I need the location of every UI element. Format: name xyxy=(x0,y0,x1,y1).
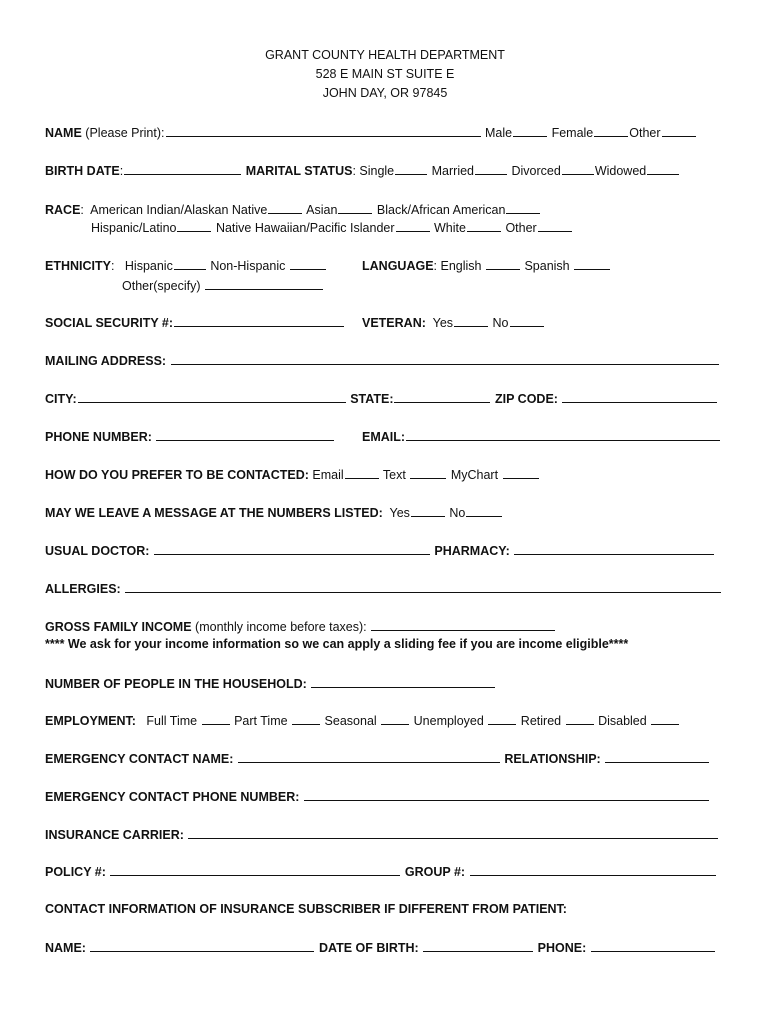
veteran-no: No xyxy=(492,316,509,330)
insurance-label: INSURANCE CARRIER: xyxy=(45,828,184,842)
ssn-label: SOCIAL SECURITY #: xyxy=(45,316,174,330)
mailing-address-field[interactable] xyxy=(171,351,719,365)
divorced-field[interactable] xyxy=(562,161,594,175)
policy-field[interactable] xyxy=(110,862,400,876)
race-row-2 xyxy=(91,218,573,236)
phone-label: PHONE NUMBER: xyxy=(45,430,152,444)
doctor-label: USUAL DOCTOR: xyxy=(45,544,150,558)
employment-unemployed: Unemployed xyxy=(413,714,484,728)
race-opt-native: American Indian/Alaskan Native xyxy=(90,203,268,217)
veteran-yes: Yes xyxy=(432,316,454,330)
contact-text-field[interactable] xyxy=(410,465,446,479)
subscriber-phone-label: PHONE: xyxy=(537,941,587,955)
message-row xyxy=(45,503,503,521)
widowed-field[interactable] xyxy=(647,161,679,175)
subscriber-heading: CONTACT INFORMATION OF INSURANCE SUBSCRIBER IF DIFFERENT FROM PATIENT: xyxy=(45,902,567,916)
policy-label: POLICY #: xyxy=(45,865,106,879)
org-name: GRANT COUNTY HEALTH DEPARTMENT xyxy=(265,48,505,62)
phone-row xyxy=(45,427,335,445)
race-opt-hawaiian: Native Hawaiian/Pacific Islander xyxy=(215,221,395,235)
ethnicity-other-row xyxy=(122,276,324,295)
household-field[interactable] xyxy=(311,674,495,688)
employment-row xyxy=(45,711,680,729)
single-label: Single xyxy=(359,164,395,178)
ethnicity-other-field[interactable] xyxy=(205,276,323,290)
subscriber-row xyxy=(45,938,716,956)
city-row xyxy=(45,389,718,407)
ssn-field[interactable] xyxy=(174,313,344,327)
employment-fulltime: Full Time xyxy=(146,714,198,728)
married-label: Married xyxy=(431,164,474,178)
income-note: (monthly income before taxes): xyxy=(195,620,367,634)
birth-date-field[interactable] xyxy=(124,161,241,175)
income-disclaimer: **** We ask for your income information so we can apply a sliding fee if you are income eligible**** xyxy=(45,637,629,651)
insurance-field[interactable] xyxy=(188,825,718,839)
income-field[interactable] xyxy=(371,617,555,631)
zip-field[interactable] xyxy=(562,389,717,403)
race-asian-field[interactable] xyxy=(338,200,372,214)
org-city: JOHN DAY, OR 97845 xyxy=(322,86,448,100)
subscriber-name-field[interactable] xyxy=(90,938,314,952)
birth-date-label: BIRTH DATE xyxy=(45,164,120,178)
employment-retired-field[interactable] xyxy=(566,711,594,725)
language-english: English xyxy=(440,259,482,273)
employment-seasonal: Seasonal xyxy=(324,714,377,728)
zip-label: ZIP CODE: xyxy=(494,392,558,406)
state-label: STATE: xyxy=(350,392,394,406)
household-row xyxy=(45,674,496,692)
other-label: Other xyxy=(629,126,661,140)
org-street: 528 E MAIN ST SUITE E xyxy=(315,67,455,81)
group-field[interactable] xyxy=(470,862,716,876)
employment-retired: Retired xyxy=(520,714,562,728)
language-spanish: Spanish xyxy=(524,259,570,273)
male-field[interactable] xyxy=(513,123,547,137)
name-note: (Please Print): xyxy=(85,126,165,140)
group-label: GROUP #: xyxy=(404,865,466,879)
race-white-field[interactable] xyxy=(467,218,501,232)
mailing-address-label: MAILING ADDRESS: xyxy=(45,354,167,368)
allergies-row xyxy=(45,579,722,597)
employment-seasonal-field[interactable] xyxy=(381,711,409,725)
message-label: MAY WE LEAVE A MESSAGE AT THE NUMBERS LISTED: xyxy=(45,506,383,520)
emergency-phone-field[interactable] xyxy=(304,787,709,801)
marital-status-label: MARITAL STATUS xyxy=(245,164,353,178)
email-row xyxy=(362,427,721,446)
widowed-label: Widowed xyxy=(594,164,647,178)
ethnicity-non-hispanic: Non-Hispanic xyxy=(210,259,286,273)
email-label: EMAIL: xyxy=(362,430,406,444)
contact-email-field[interactable] xyxy=(345,465,379,479)
city-label: CITY: xyxy=(45,392,77,406)
race-opt-white: White xyxy=(434,221,466,235)
pharmacy-label: PHARMACY: xyxy=(434,544,510,558)
ethnicity-label: ETHNICITY xyxy=(45,259,111,273)
ethnicity-row: ETHNICITY: Hispanic Non-Hispanic xyxy=(45,256,327,274)
race-opt-hispanic: Hispanic/Latino xyxy=(91,221,177,235)
emergency-name-field[interactable] xyxy=(238,749,500,763)
city-field[interactable] xyxy=(78,389,346,403)
male-label: Male xyxy=(484,126,513,140)
emergency-name-label: EMERGENCY CONTACT NAME: xyxy=(45,752,234,766)
veteran-yes-field[interactable] xyxy=(454,313,488,327)
contact-pref-row xyxy=(45,465,540,483)
state-field[interactable] xyxy=(394,389,490,403)
race-opt-asian: Asian xyxy=(306,203,338,217)
married-field[interactable] xyxy=(475,161,507,175)
race-other-field[interactable] xyxy=(538,218,572,232)
race-opt-black: Black/African American xyxy=(376,203,506,217)
employment-unemployed-field[interactable] xyxy=(488,711,516,725)
single-field[interactable] xyxy=(395,161,427,175)
race-hawaiian-field[interactable] xyxy=(396,218,430,232)
ethnicity-hispanic-field[interactable] xyxy=(174,256,206,270)
subscriber-phone-field[interactable] xyxy=(591,938,715,952)
allergies-field[interactable] xyxy=(125,579,721,593)
insurance-row xyxy=(45,825,719,843)
name-field[interactable] xyxy=(166,123,481,137)
allergies-label: ALLERGIES: xyxy=(45,582,121,596)
relationship-field[interactable] xyxy=(605,749,709,763)
language-english-field[interactable] xyxy=(486,256,520,270)
email-field[interactable] xyxy=(406,427,720,441)
mailing-row xyxy=(45,351,720,369)
emergency-phone-row xyxy=(45,787,710,805)
message-no: No xyxy=(449,506,466,520)
doctor-row xyxy=(45,541,715,559)
race-native-field[interactable] xyxy=(268,200,302,214)
race-row-1: RACE: American Indian/Alaskan Native Asian Black/African American xyxy=(45,200,541,218)
race-black-field[interactable] xyxy=(506,200,540,214)
policy-row xyxy=(45,862,717,880)
contact-text: Text xyxy=(382,468,406,482)
contact-mychart: MyChart xyxy=(450,468,499,482)
language-label: LANGUAGE xyxy=(362,259,434,273)
divorced-label: Divorced xyxy=(511,164,561,178)
employment-disabled-field[interactable] xyxy=(651,711,679,725)
employment-disabled: Disabled xyxy=(598,714,647,728)
phone-field[interactable] xyxy=(156,427,334,441)
race-hispanic-field[interactable] xyxy=(177,218,211,232)
subscriber-dob-label: DATE OF BIRTH: xyxy=(318,941,419,955)
female-label: Female xyxy=(551,126,594,140)
pharmacy-field[interactable] xyxy=(514,541,714,555)
subscriber-name-label: NAME: xyxy=(45,941,86,955)
veteran-row xyxy=(362,313,545,332)
doctor-field[interactable] xyxy=(154,541,430,555)
other-field[interactable] xyxy=(662,123,696,137)
veteran-label: VETERAN: xyxy=(362,316,426,330)
income-row xyxy=(45,617,556,635)
ethnicity-other: Other(specify) xyxy=(122,279,201,293)
subscriber-dob-field[interactable] xyxy=(423,938,533,952)
birth-row: BIRTH DATE: MARITAL STATUS: Single Married Divorced Widowed xyxy=(45,161,680,179)
name-label: NAME xyxy=(45,126,82,140)
employment-fulltime-field[interactable] xyxy=(202,711,230,725)
emergency-phone-label: EMERGENCY CONTACT PHONE NUMBER: xyxy=(45,790,300,804)
relationship-label: RELATIONSHIP: xyxy=(504,752,601,766)
employment-parttime: Part Time xyxy=(234,714,288,728)
income-label: GROSS FAMILY INCOME xyxy=(45,620,192,634)
language-row: LANGUAGE: English Spanish xyxy=(362,256,611,275)
name-row xyxy=(45,123,697,141)
employment-label: EMPLOYMENT: xyxy=(45,714,136,728)
message-yes-field[interactable] xyxy=(411,503,445,517)
ethnicity-non-hispanic-field[interactable] xyxy=(290,256,326,270)
race-label: RACE xyxy=(45,203,81,217)
message-yes: Yes xyxy=(389,506,410,520)
ethnicity-hispanic: Hispanic xyxy=(124,259,173,273)
contact-pref-label: HOW DO YOU PREFER TO BE CONTACTED: xyxy=(45,468,309,482)
contact-mychart-field[interactable] xyxy=(503,465,539,479)
race-opt-other: Other xyxy=(505,221,537,235)
veteran-no-field[interactable] xyxy=(510,313,544,327)
ssn-row xyxy=(45,313,345,331)
emergency-name-row xyxy=(45,749,710,767)
contact-email: Email xyxy=(312,468,344,482)
household-label: NUMBER OF PEOPLE IN THE HOUSEHOLD: xyxy=(45,677,307,691)
employment-parttime-field[interactable] xyxy=(292,711,320,725)
message-no-field[interactable] xyxy=(466,503,502,517)
language-spanish-field[interactable] xyxy=(574,256,610,270)
female-field[interactable] xyxy=(594,123,628,137)
